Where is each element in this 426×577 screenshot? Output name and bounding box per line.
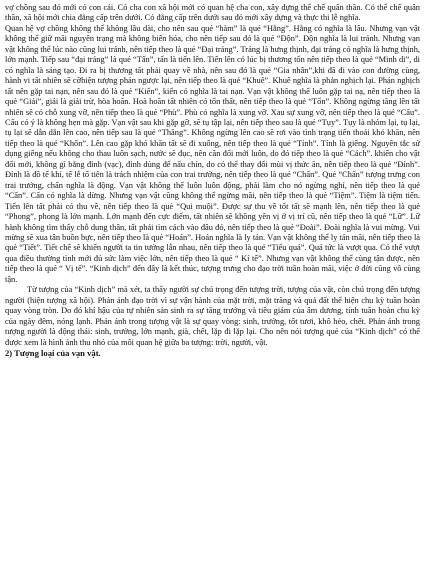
paragraph-three-images: Từ tượng của “Kinh dịch” mà xét, ta thấy người sự chú trọng đến tượng trời, tượng của vật, còn chú trọng đến tượng người (hiện tượng xã hội). Phản ánh đạo trời vì sự vận hành của mặt trời, mặt trăng và quả đất thể hiện chu kỳ tuần hoàn quay vòng tròn. Do đó khí hậu của tự nhiên sản sinh ra sự tăng trưởng và tiêu giảm của âm dương, tính tuần hoàn chu kỳ của ngày đêm, nóng lạnh. Phản ánh trong tượng vật là sự quay vòng: sinh, trưởng, tốt tươi, khô héo, chết. Phản ánh trong tượng người là động thái: sinh, trưởng, lớn mạnh, già, chết, lặp đi lặp lại. Cho nên nói tượng quẻ của “Kinh dịch” có thể được xem là hình ảnh thu nhỏ của mối quan hệ giữa ba tượng: trời, người, vật. bbox=[5, 285, 420, 347]
section-heading: 2) Tượng loại của vạn vật. bbox=[5, 347, 101, 358]
paragraph-hexagram-sequence: Quan hệ vợ chồng không thể không lâu dài, cho nên sau quẻ “hàm” là quẻ “Hằng”. Hằng có nghĩa là lâu. Nhưng vạn vật không thể giữ mãi nguyên trạng mà không biến hóa, cho nên tiếp sau đó là quẻ “Độn”. Độn nghĩa là lui tránh. Nhưng vạn vật không thể lúc nào cũng lui tránh, nên tiếp theo là quẻ “Đại tráng”. Tráng là hưng thịnh, đại tráng có nghĩa là hưng thịnh, lớn mạnh. Tiếp sau “đại tráng” là quẻ “Tấn”, tấn là tiến lên. Tiến lên có lúc bị thương tổn nên tiếp theo là quẻ “Minh di”, di có nghĩa là sáng tạo. Đi ra bị thương tất phải quay về nhà, nên sau đó là quẻ “Gia nhân”,khi đã đi vào con đường cùng, hành vi tất nhiên sẽ cỡhiện tượng phản ngược lại, nên tiếp theo là quẻ “Khuê”. Khuê nghĩa là phản nghịch lại. Phản nghịch tất nên gặp tai nạn, nên sau đó là quẻ “Kiển”, kiển có nghĩa là tai nạn. Vạn vật không thể luôn gặp tai nạ, nên tiếp theo là quẻ “Giải”, giải là giải trừ, hòa hoãn. Hoà hoãn tất nhiên có tổn thất, nên tiếp theo là quẻ “Tổn”. Không ngừng tăng lên tất nhiên sẽ có chỗ xung vỡ, nên tiếp theo là quẻ “Phù”. Phù có nghĩa là xung vỡ. Xau sự xung vỡ, nên tiếp theo là quẻ “Cấu”. Cấu có ý là không hẹn mà gặp. Vạn vật sau khi gặp gỡ, sẽ tụ tập lại, nên tiếp theo sau là quẻ “Tụy”. Tụy là nhóm lại, tụ lại, tụ lại sẽ dẫn dắn lên cao, nên tiếp sau là quẻ “Thăng”. Không ngừng lên cao sẽ rơi vào tình trạng tiến thoái khó khăn, nên tiếp theo là quẻ “Khốn”. Lên cao gặp khó khăn tất sẽ đi xuống, nên tiếp theo là quẻ “Tỉnh”. Tỉnh là giếng. Nguyên tắc sử dụng giếng nếu không cho thau luôn sạch, nước sẽ đục, nên cần đổi mới luôn, do đó tiếp theo là quẻ “Cách”. khiến cho vật đổi mới, không gì bằng đỉnh (vạc), đỉnh dùng để nấu chín, do có thể thay đổi mùi vị thức ăn, nên tiếp theo là quẻ “Đỉnh”. Đỉnh là đồ tế khí, tế lễ tổ tiên là trách nhiệm của con trai trưởng, nên tiếp theo là quẻ “Chấn”. Quẻ “Chấn” tượng trưng con trai trưởng, chấn nghĩa là động. Vạn vật không thể luôn luôn động, phải làm cho nó ngừng nghỉ, nên tiếp theo là quẻ “Cấn”. Cấn có nghĩa là dừng. Nhưng vạn vật cũng không thể ngừng mãi, nên tiếp theo là quẻ “Tiệm”. Tiệm là tiệm tiến. Tiến lên tất phải có thu về, nên tiếp theo là quẻ “Qui muội”. Được sự thu về tốt tất sẽ mạnh lên, nên tiếp theo là quẻ “Phong”, phong là lớn mạnh. Lớn mạnh đến cực điểm, tất nhiên sẽ không yên vị ở vị trí cũ, nên tiếp theo là quẻ “Lữ”. Lữ hành không tìm thấy chỗ dung thân, tất phải tìm cách vào đâu đó, nên tiếp theo là quẻ “Đoài”. Đoài nghĩa là vui mừng. Vui mừng sẽ xua tân buồn bực, nên tiếp theo là quẻ “Hoán”. Hoán nghĩa là ly tán. Vạn vật không thể ly tán mãi, nên tiếp theo là quẻ “Tiết”. Tiết chế sẽ khiến người ta tin tưởng lẫn nhau, nên tiếp theo là quẻ “Tiểu quá”. Quá tức là vượt qua. Có thể vượt qua điều thường tình mới đủ sức làm việc lớn, nên tiếp theo là quẻ “ Kí tế”. Nhưng vạn vật không thể cùng tận được, nên tiếp theo là quẻ “ Vị tế”. “Kinh dịch” đến đây là kết thúc, tượng trưng cho đạo trời tuần hoàn mãi, việc ở đời cũng vô cùng tận. bbox=[5, 23, 420, 284]
paragraph-continuation: vợ chồng sau đó mới có con cái. Có cha con xã hội mới có quan hệ cha con, xây dựng thể chế quân thần. Có thể chế quân thần, xã hội mới chia đẳng cấp trên dưới. Có đẳng cấp trên dưới sau đó mới xây dựng và thực thi lễ nghĩa. bbox=[5, 3, 420, 23]
